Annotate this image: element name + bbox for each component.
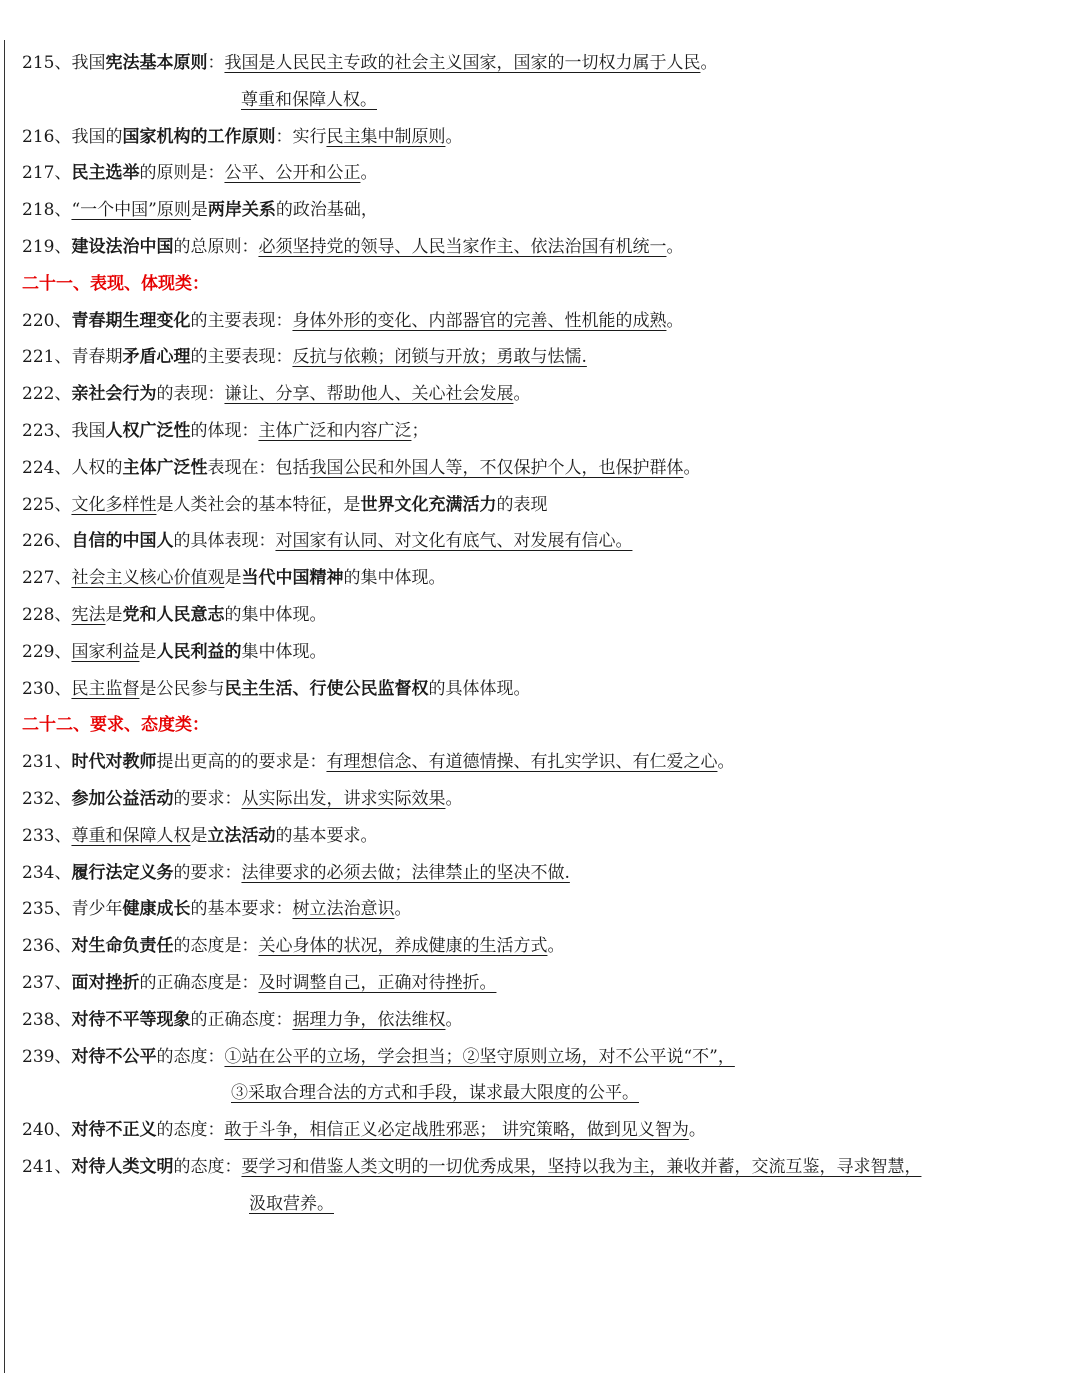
item-number: 220、 — [22, 310, 72, 331]
item-answer: 及时调整自己，正确对待挫折。 — [258, 972, 497, 993]
item-text: 的要求： — [173, 862, 242, 883]
item-237 — [22, 965, 1074, 1002]
item-answer: 法律要求的必须去做；法律禁止的坚决不做. — [241, 862, 570, 883]
item-text: 的态度是： — [173, 936, 259, 957]
item-text: 的态度： — [156, 1046, 225, 1067]
item-text: ： — [207, 53, 225, 73]
item-232 — [22, 781, 1074, 818]
item-answer: “一个中国”原则 — [71, 200, 191, 221]
item-answer: 要学习和借鉴人类文明的一切优秀成果，坚持以我为主，兼收并蓄，交流互鉴，寻求智慧， — [241, 1156, 922, 1177]
item-text: 提出更高的的要求是： — [156, 752, 327, 773]
item-answer: 社会主义核心价值观 — [71, 568, 225, 589]
item-text: 的正确态度： — [190, 1009, 293, 1030]
item-number: 226、 — [22, 531, 72, 552]
item-keyword: 主体广泛性 — [122, 457, 208, 478]
item-235 — [22, 891, 1074, 928]
item-number: 225、 — [22, 494, 72, 515]
item-keyword: 亲社会行为 — [71, 384, 157, 405]
item-220 — [22, 303, 1074, 340]
item-text: 。 — [547, 936, 565, 957]
item-text: 。 — [666, 310, 684, 331]
item-number: 227、 — [22, 568, 72, 589]
item-241 — [22, 1149, 1074, 1186]
item-keyword: 宪法基本原则 — [105, 53, 208, 73]
item-217 — [22, 155, 1074, 192]
item-keyword: 党和人民意志 — [122, 604, 225, 625]
item-text: 我国的 — [71, 126, 123, 147]
item-221 — [22, 339, 1074, 376]
item-231 — [22, 744, 1074, 781]
item-answer: 宪法 — [71, 604, 106, 625]
item-keyword: 世界文化充满活力 — [360, 494, 497, 515]
item-number: 230、 — [22, 678, 72, 699]
item-229 — [22, 634, 1074, 671]
item-number: 237、 — [22, 972, 72, 993]
item-answer: 汲取营养。 — [249, 1193, 334, 1214]
item-keyword: 对待不公平 — [71, 1046, 157, 1067]
item-text: 的态度： — [156, 1120, 225, 1141]
item-keyword: 自信的中国人 — [71, 531, 174, 552]
item-number: 217、 — [22, 163, 72, 184]
item-text: 。 — [683, 457, 701, 478]
item-answer: 民主集中制原则 — [326, 126, 446, 147]
item-text: 的基本要求。 — [275, 825, 378, 846]
item-text: 的正确态度是： — [139, 972, 259, 993]
item-text: 是 — [190, 825, 208, 846]
item-text: 是 — [139, 641, 157, 662]
item-answer: 我国是人民民主专政的社会主义国家，国家的一切权力属于人民 — [224, 53, 701, 73]
item-keyword: 国家机构的工作原则 — [122, 126, 276, 147]
item-239-continuation — [22, 1075, 1074, 1112]
item-222 — [22, 376, 1074, 413]
item-answer: 反抗与依赖；闭锁与开放；勇敢与怯懦. — [292, 347, 587, 368]
item-answer: 我国公民和外国人等，不仅保护个人，也保护群体 — [309, 457, 684, 478]
item-answer: ③采取合理合法的方式和手段，谋求最大限度的公平。 — [231, 1083, 639, 1104]
item-number: 221、 — [22, 347, 72, 368]
document-body — [22, 45, 1074, 1223]
item-226 — [22, 523, 1074, 560]
item-text: 。 — [445, 1009, 463, 1030]
item-number: 215、 — [22, 53, 72, 73]
item-223 — [22, 413, 1074, 450]
item-keyword: 人权广泛性 — [105, 420, 191, 441]
item-text: 的基本要求： — [190, 899, 293, 920]
item-text: ； — [411, 420, 429, 441]
item-keyword: 建设法治中国 — [71, 236, 174, 257]
item-text: 。 — [717, 752, 735, 773]
item-text: 。 — [394, 899, 412, 920]
item-keyword: 两岸关系 — [207, 200, 276, 221]
item-text: 。 — [360, 163, 378, 184]
item-answer: 对国家有认同、对文化有底气、对发展有信心。 — [275, 531, 633, 552]
item-text: 是 — [190, 200, 208, 221]
item-238 — [22, 1002, 1074, 1039]
item-keyword: 青春期生理变化 — [71, 310, 191, 331]
item-keyword: 对待人类文明 — [71, 1156, 174, 1177]
item-text: 集中体现。 — [241, 641, 327, 662]
item-keyword: 立法活动 — [207, 825, 276, 846]
item-number: 223、 — [22, 420, 72, 441]
item-answer: 关心身体的状况，养成健康的生活方式 — [258, 936, 548, 957]
item-233 — [22, 818, 1074, 855]
item-215-continuation — [22, 82, 1074, 119]
item-230 — [22, 671, 1074, 708]
item-text: 的表现 — [496, 494, 548, 515]
item-keyword: 健康成长 — [122, 899, 191, 920]
item-text: 的原则是： — [139, 163, 225, 184]
item-number: 218、 — [22, 200, 72, 221]
item-text: 的政治基础， — [275, 200, 378, 221]
item-answer: 文化多样性 — [71, 494, 157, 515]
page-left-border — [4, 40, 5, 1373]
item-219 — [22, 229, 1074, 266]
item-answer: ①站在公平的立场，学会担当；②坚守原则立场，对不公平说“不”， — [224, 1046, 735, 1067]
item-215 — [22, 45, 1074, 82]
item-keyword: 对待不平等现象 — [71, 1009, 191, 1030]
item-225 — [22, 487, 1074, 524]
item-text: 。 — [445, 126, 463, 147]
item-number: 228、 — [22, 604, 72, 625]
item-answer: 公平、公开和公正 — [224, 163, 361, 184]
item-text: 。 — [666, 236, 684, 257]
item-240 — [22, 1112, 1074, 1149]
item-answer: 主体广泛和内容广泛 — [258, 420, 412, 441]
item-text: 表现在：包括 — [207, 457, 310, 478]
item-text: 的具体体现。 — [428, 678, 531, 699]
item-228 — [22, 597, 1074, 634]
item-answer: 尊重和保障人权。 — [241, 89, 377, 110]
item-text: 。 — [513, 384, 531, 405]
item-text: 的表现： — [156, 384, 225, 405]
item-answer: 必须坚持党的领导、人民当家作主、依法治国有机统一 — [258, 236, 667, 257]
item-number: 222、 — [22, 384, 72, 405]
item-number: 240、 — [22, 1120, 72, 1141]
item-number: 216、 — [22, 126, 72, 147]
item-keyword: 当代中国精神 — [241, 568, 344, 589]
item-answer: 谦让、分享、帮助他人、关心社会发展 — [224, 384, 514, 405]
item-answer: 身体外形的变化、内部器官的完善、性机能的成熟 — [292, 310, 667, 331]
item-234 — [22, 855, 1074, 892]
item-227 — [22, 560, 1074, 597]
item-text: ：实行 — [275, 126, 327, 147]
item-text: 是 — [224, 568, 242, 589]
item-answer: 树立法治意识 — [292, 899, 395, 920]
item-text: 的具体表现： — [173, 531, 276, 552]
item-number: 224、 — [22, 457, 72, 478]
item-218 — [22, 192, 1074, 229]
item-text: 的要求： — [173, 788, 242, 809]
item-text: 的主要表现： — [190, 310, 293, 331]
item-number: 239、 — [22, 1046, 72, 1067]
item-text: 是人类社会的基本特征，是 — [156, 494, 361, 515]
item-text: 的体现： — [190, 420, 259, 441]
item-number: 229、 — [22, 641, 72, 662]
item-number: 235、 — [22, 899, 72, 920]
item-text: 的态度： — [173, 1156, 242, 1177]
item-keyword: 履行法定义务 — [71, 862, 174, 883]
item-text: 。 — [700, 53, 718, 73]
item-number: 236、 — [22, 936, 72, 957]
item-text: 青少年 — [71, 899, 123, 920]
item-keyword: 时代对教师 — [71, 752, 157, 773]
item-text: 的集中体现。 — [343, 568, 446, 589]
item-number: 241、 — [22, 1156, 72, 1177]
item-keyword: 矛盾心理 — [122, 347, 191, 368]
item-answer: 有理想信念、有道德情操、有扎实学识、有仁爱之心 — [326, 752, 718, 773]
item-text: 。 — [688, 1120, 706, 1141]
item-text: 我国 — [71, 53, 106, 73]
item-keyword: 对生命负责任 — [71, 936, 174, 957]
item-text: 是公民参与 — [139, 678, 225, 699]
item-answer: 据理力争，依法维权 — [292, 1009, 446, 1030]
item-number: 234、 — [22, 862, 72, 883]
item-number: 233、 — [22, 825, 72, 846]
item-answer: 从实际出发，讲求实际效果 — [241, 788, 446, 809]
item-224 — [22, 450, 1074, 487]
item-keyword: 面对挫折 — [71, 972, 140, 993]
section-heading-22: 二十二、要求、态度类： — [22, 715, 209, 736]
item-text: 是 — [105, 604, 123, 625]
item-keyword: 人民利益的 — [156, 641, 242, 662]
item-236 — [22, 928, 1074, 965]
item-216 — [22, 119, 1074, 156]
item-number: 219、 — [22, 236, 72, 257]
item-number: 231、 — [22, 752, 72, 773]
item-239 — [22, 1039, 1074, 1076]
item-text: 人权的 — [71, 457, 123, 478]
item-number: 238、 — [22, 1009, 72, 1030]
item-keyword: 对待不正义 — [71, 1120, 157, 1141]
item-answer: 敢于斗争，相信正义必定战胜邪恶； 讲究策略，做到见义智为 — [224, 1120, 689, 1141]
item-answer: 民主监督 — [71, 678, 140, 699]
item-text: 。 — [445, 788, 463, 809]
item-keyword: 参加公益活动 — [71, 788, 174, 809]
item-text: 青春期 — [71, 347, 123, 368]
item-241-continuation — [22, 1186, 1074, 1223]
item-text: 的集中体现。 — [224, 604, 327, 625]
item-answer: 国家利益 — [71, 641, 140, 662]
item-number: 232、 — [22, 788, 72, 809]
section-heading-21: 二十一、表现、体现类： — [22, 273, 209, 294]
item-keyword: 民主生活、行使公民监督权 — [224, 678, 429, 699]
item-keyword: 民主选举 — [71, 163, 140, 184]
item-text: 的主要表现： — [190, 347, 293, 368]
item-text: 的总原则： — [173, 236, 259, 257]
item-text: 我国 — [71, 420, 106, 441]
item-answer: 尊重和保障人权 — [71, 825, 191, 846]
